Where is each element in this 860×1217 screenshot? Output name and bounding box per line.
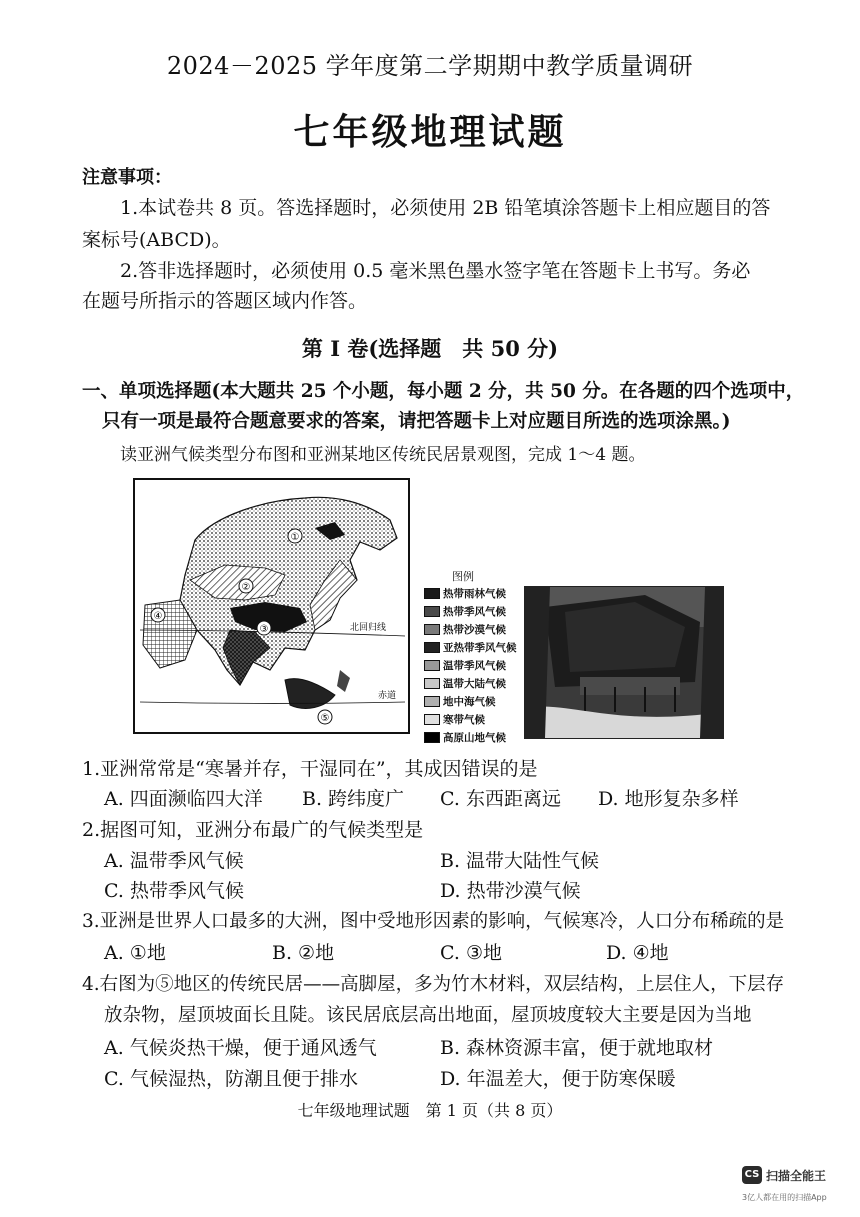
- legend-label: 热带沙漠气候: [443, 623, 506, 636]
- question-2-option-d: D. 热带沙漠气候: [440, 880, 581, 902]
- legend-label: 热带季风气候: [443, 605, 506, 618]
- legend-item: [424, 656, 517, 674]
- notice-item1-line1: 1.本试卷共 8 页。答选择题时，必须使用 2B 铅笔填涂答题卡上相应题目的答: [120, 197, 771, 219]
- question-2-option-b: B. 温带大陆性气候: [440, 850, 600, 872]
- map-label-region4: ④: [153, 611, 163, 622]
- legend-label: 高原山地气候: [443, 731, 506, 744]
- legend-swatch: [424, 606, 440, 617]
- legend-swatch: [424, 714, 440, 725]
- map-legend: [424, 584, 517, 746]
- question-3-stem: 3.亚洲是世界人口最多的大洲，图中受地形因素的影响，气候寒冷，人口分布稀疏的是: [82, 911, 785, 932]
- map-label-region1: ①: [290, 532, 300, 543]
- question-1-option-a: A. 四面濒临四大洋: [104, 788, 263, 810]
- notice-item2-line2: 在题号所指示的答题区域内作答。: [82, 290, 368, 312]
- question-4-option-c: C. 气候湿热，防潮且便于排水: [104, 1068, 358, 1090]
- legend-swatch: [424, 678, 440, 689]
- exam-title: 七年级地理试题: [293, 111, 567, 153]
- map-label-region3: ③: [259, 624, 269, 635]
- section-instructions-line2: 只有一项是最符合题意要求的答案，请把答题卡上对应题目所选的选项涂黑。): [102, 411, 731, 432]
- scanner-watermark: [742, 1166, 826, 1184]
- question-3-option-b: B. ②地: [272, 942, 335, 964]
- camscanner-logo-icon: CS: [742, 1166, 762, 1184]
- asia-climate-map: [133, 478, 410, 734]
- legend-title: 图例: [452, 570, 474, 583]
- page-footer: 七年级地理试题 第 1 页（共 8 页）: [297, 1101, 563, 1120]
- asia-map-drawing: [135, 480, 408, 732]
- question-1-option-d: D. 地形复杂多样: [598, 788, 739, 810]
- question-4-option-b: B. 森林资源丰富，便于就地取材: [440, 1037, 714, 1059]
- legend-item: [424, 728, 517, 746]
- notice-item2-line1: 2.答非选择题时，必须使用 0.5 毫米黑色墨水签字笔在答题卡上书写。务必: [120, 260, 751, 282]
- legend-item: [424, 710, 517, 728]
- legend-swatch: [424, 732, 440, 743]
- question-3-option-c: C. ③地: [440, 942, 502, 964]
- legend-swatch: [424, 624, 440, 635]
- legend-item: [424, 692, 517, 710]
- legend-swatch: [424, 696, 440, 707]
- scanner-brand-name: 扫描全能王: [766, 1168, 827, 1183]
- map-label-region2: ②: [241, 582, 251, 593]
- question-3-option-a: A. ①地: [104, 942, 166, 964]
- legend-label: 亚热带季风气候: [443, 641, 517, 654]
- section-title: 第 I 卷(选择题 共 50 分): [301, 336, 559, 361]
- legend-item: [424, 602, 517, 620]
- question-2-stem: 2.据图可知，亚洲分布最广的气候类型是: [82, 819, 424, 841]
- notice-item1-line2: 案标号(ABCD)。: [82, 229, 231, 251]
- map-label-tropic: 北回归线: [349, 623, 387, 633]
- question-1-stem: 1.亚洲常常是“寒暑并存，干湿同在”，其成因错误的是: [82, 758, 538, 780]
- legend-swatch: [424, 660, 440, 671]
- question-4-option-a: A. 气候炎热干燥，便于通风透气: [104, 1037, 377, 1059]
- stilt-house-photo: [524, 586, 724, 739]
- question-4-stem-line1: 4.右图为⑤地区的传统民居——高脚屋，多为竹木材料，双层结构，上层住人，下层存: [82, 974, 785, 995]
- map-label-region5: ⑤: [320, 713, 330, 724]
- question-4-option-d: D. 年温差大，便于防寒保暖: [440, 1068, 676, 1090]
- question-2-option-a: A. 温带季风气候: [104, 850, 244, 872]
- legend-label: 地中海气候: [443, 695, 496, 708]
- notice-heading: 注意事项：: [82, 167, 172, 188]
- question-1-option-c: C. 东西距离远: [440, 788, 561, 810]
- question-4-stem-line2: 放杂物，屋顶坡面长且陡。该民居底层高出地面，屋顶坡度较大主要是因为当地: [104, 1005, 752, 1026]
- exam-series-title: 2024－2025 学年度第二学期期中教学质量调研: [166, 52, 694, 80]
- legend-item: [424, 620, 517, 638]
- stilt-house-image: [525, 587, 723, 738]
- legend-label: 温带大陆气候: [443, 677, 506, 690]
- legend-label: 温带季风气候: [443, 659, 506, 672]
- section-instructions-line1: 一、单项选择题(本大题共 25 个小题，每小题 2 分，共 50 分。在各题的四个选项中，: [82, 381, 805, 402]
- map-label-equator: 赤道: [377, 691, 397, 701]
- legend-item: [424, 674, 517, 692]
- legend-label: 寒带气候: [443, 713, 485, 726]
- question-group-intro: 读亚洲气候类型分布图和亚洲某地区传统民居景观图，完成 1～4 题。: [120, 445, 646, 465]
- legend-label: 热带雨林气候: [443, 587, 506, 600]
- scanner-tagline: 3亿人都在用的扫描App: [742, 1193, 827, 1202]
- question-3-option-d: D. ④地: [606, 942, 669, 964]
- legend-item: [424, 638, 517, 656]
- legend-item: [424, 584, 517, 602]
- legend-swatch: [424, 642, 440, 653]
- question-2-option-c: C. 热带季风气候: [104, 880, 244, 902]
- question-1-option-b: B. 跨纬度广: [302, 788, 405, 810]
- legend-swatch: [424, 588, 440, 599]
